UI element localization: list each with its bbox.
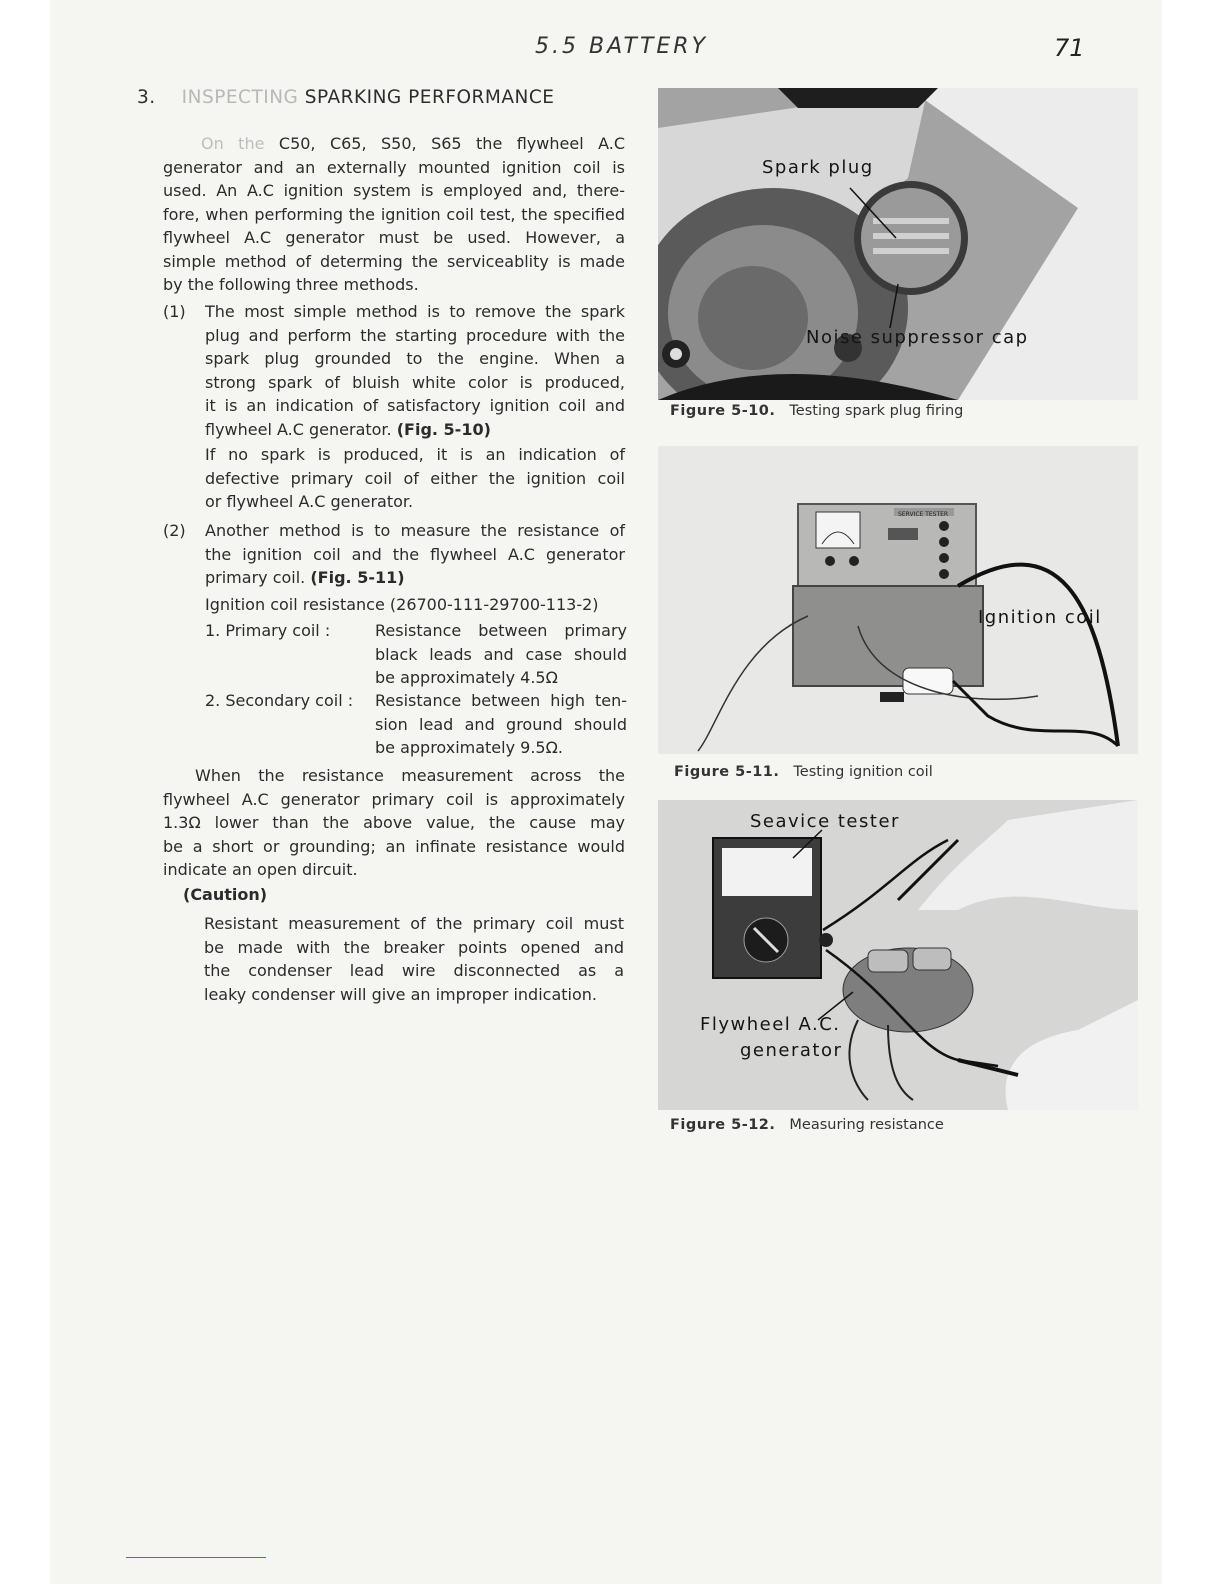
method-1-line: it is an indication of satisfactory ignition coil and [205, 396, 625, 415]
section-number: 3. [137, 87, 156, 108]
intro-line: used. An A.C ignition system is employed and, there- [163, 181, 625, 200]
callout-flywheel-ac: Flywheel A.C. [700, 1014, 841, 1035]
caution-line: Resistant measurement of the primary coil must [204, 914, 624, 933]
method-1-line: strong spark of bluish white color is produced, [205, 372, 625, 392]
measurement-paragraph [163, 764, 625, 882]
intro-faded-start: On the [201, 134, 265, 153]
measurement-line: be a short or grounding; an infinate resistance would [163, 836, 625, 856]
method-1-note-line: defective primary coil of either the ignition coil [205, 468, 625, 488]
caution-title: (Caution) [183, 885, 268, 904]
callout-generator: generator [740, 1040, 843, 1061]
caution-line: leaky condenser will give an improper indication. [204, 984, 597, 1004]
secondary-coil-line: sion lead and ground should [375, 714, 627, 734]
method-1-note-line: or flywheel A.C generator. [205, 492, 414, 511]
primary-coil-spec [205, 619, 627, 691]
callout-spark-plug: Spark plug [762, 157, 874, 178]
primary-coil-text [375, 619, 627, 690]
method-1-line: plug and perform the starting procedure with the [205, 325, 625, 345]
figure-5-11-caption [674, 764, 933, 780]
caution-line: the condenser lead wire disconnected as a [204, 961, 624, 980]
method-2-marker: (2) [163, 521, 186, 540]
method-2-line: Another method is to measure the resistance of [205, 521, 625, 540]
spark-plug-photo-icon [658, 88, 1138, 400]
method-1-body [205, 300, 625, 514]
resistance-measurement-photo-icon [658, 800, 1138, 1110]
intro-paragraph [163, 132, 625, 297]
method-2-last-line: primary coil. [205, 568, 306, 587]
figure-5-11-caption-text: Testing ignition coil [793, 764, 933, 780]
method-1-note-line: If no spark is produced, it is an indication of [205, 445, 625, 464]
secondary-coil-label: 2. Secondary coil : [205, 691, 354, 710]
figure-5-10-photo [658, 88, 1138, 400]
measurement-line: indicate an open dircuit. [163, 860, 358, 879]
primary-coil-label: 1. Primary coil : [205, 621, 331, 640]
footer-rule [126, 1557, 266, 1558]
measurement-line: 1.3Ω lower than the above value, the cause may [163, 813, 625, 832]
intro-line: simple method of determing the serviceablity is made [163, 251, 625, 271]
callout-ignition-coil: Ignition coil [978, 607, 1102, 628]
figure-5-12-caption-text: Measuring resistance [789, 1117, 944, 1133]
intro-line: generator and an externally mounted ignition coil is [163, 157, 625, 177]
section-heading [137, 87, 554, 108]
figure-5-12-caption [670, 1117, 944, 1133]
page-number: 71 [1054, 34, 1085, 62]
caution-line: be made with the breaker points opened and [204, 937, 624, 957]
secondary-coil-line: Resistance between high ten- [375, 691, 627, 710]
secondary-coil-text [375, 689, 627, 760]
caution-paragraph [204, 912, 624, 1006]
secondary-coil-spec [205, 689, 627, 761]
ignition-coil-test-photo-icon [658, 446, 1138, 754]
intro-models: C50, C65, S50, S65 the flywheel A.C [278, 134, 625, 153]
fig-5-10-ref[interactable]: (Fig. 5-10) [396, 419, 491, 439]
section-title-faded: INSPECTING [181, 87, 299, 108]
tester-plate-text: SERVICE TESTER [898, 511, 949, 518]
callout-noise-suppressor-cap: Noise suppressor cap [806, 327, 1029, 348]
figure-5-12-label: Figure 5-12. [670, 1117, 776, 1133]
secondary-coil-line: be approximately 9.5Ω. [375, 738, 563, 757]
intro-line: by the following three methods. [163, 275, 419, 294]
figure-5-11-label: Figure 5-11. [674, 764, 780, 780]
measurement-line: flywheel A.C generator primary coil is approximately [163, 789, 625, 809]
resistance-heading: Ignition coil resistance (26700-111-29700-113-2) [205, 594, 599, 614]
method-1-line: The most simple method is to remove the spark [205, 302, 625, 321]
intro-line [163, 132, 625, 156]
figure-5-10-label: Figure 5-10. [670, 403, 776, 419]
section-title: SPARKING PERFORMANCE [298, 87, 555, 108]
measurement-line: When the resistance measurement across the [195, 766, 625, 785]
method-1-note [205, 443, 625, 514]
method-2-line [205, 566, 625, 590]
figure-5-10-caption-text: Testing spark plug firing [789, 403, 964, 419]
figure-5-11-photo [658, 446, 1138, 754]
method-1-last-line: flywheel A.C generator. [205, 419, 392, 439]
running-title: 5.5 BATTERY [535, 34, 709, 59]
fig-5-11-ref[interactable]: (Fig. 5-11) [310, 568, 405, 587]
callout-service-tester: Seavice tester [750, 811, 900, 832]
method-1-line: spark plug grounded to the engine. When a [205, 349, 625, 368]
primary-coil-line: black leads and case should [375, 644, 627, 664]
intro-line: flywheel A.C generator must be used. However, a [163, 228, 625, 247]
intro-line: fore, when performing the ignition coil test, the specified [163, 204, 625, 224]
primary-coil-line: be approximately 4.5Ω [375, 668, 558, 687]
method-1-line [205, 418, 625, 442]
figure-5-12-photo [658, 800, 1138, 1110]
method-1-marker: (1) [163, 302, 186, 321]
figure-5-10-caption [670, 403, 963, 419]
method-2-body [205, 519, 625, 616]
method-2-line: the ignition coil and the flywheel A.C generator [205, 544, 625, 564]
primary-coil-line: Resistance between primary [375, 621, 627, 640]
